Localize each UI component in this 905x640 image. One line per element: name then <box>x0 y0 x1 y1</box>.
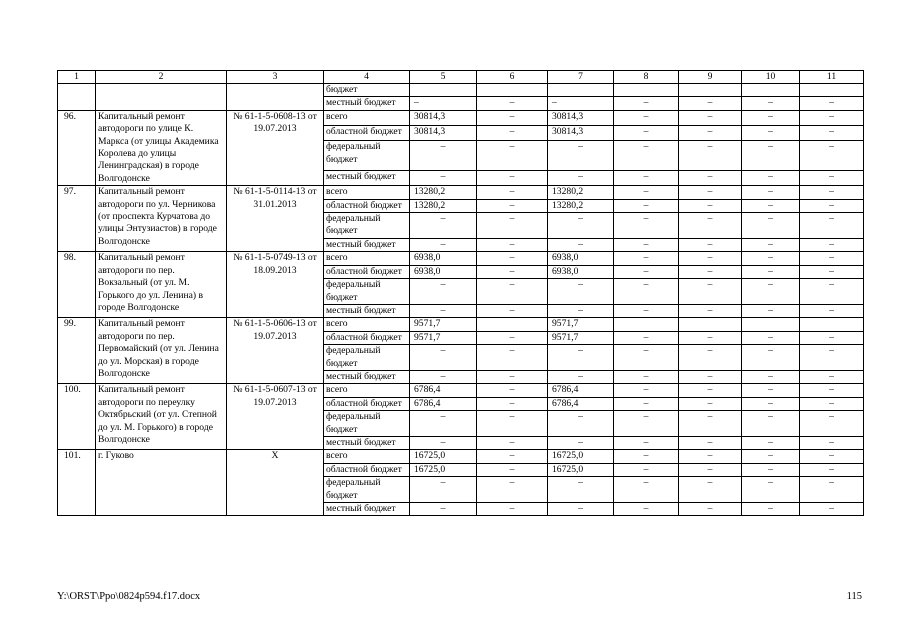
budget-type-cell: местный бюджет <box>324 170 410 185</box>
budget-type-cell: областной бюджет <box>324 463 410 476</box>
value-cell: – <box>742 436 800 449</box>
value-cell: 9571,7 <box>548 331 614 344</box>
value-cell: – <box>679 436 742 449</box>
value-cell: – <box>548 238 614 251</box>
value-cell: – <box>800 384 864 397</box>
value-cell: 6938,0 <box>548 265 614 278</box>
budget-type-cell: федеральный бюджет <box>324 411 410 437</box>
value-cell: – <box>800 463 864 476</box>
value-cell: – <box>614 397 679 410</box>
budget-type-cell: бюджет <box>324 84 410 97</box>
value-cell: 6938,0 <box>548 252 614 265</box>
value-cell: – <box>477 463 548 476</box>
value-cell: 6786,4 <box>548 384 614 397</box>
value-cell: – <box>679 199 742 212</box>
value-cell: – <box>679 141 742 170</box>
value-cell <box>614 84 679 97</box>
value-cell: 30814,3 <box>548 126 614 141</box>
header-cell: 6 <box>477 71 548 84</box>
value-cell: – <box>410 345 477 371</box>
value-cell: – <box>800 503 864 516</box>
budget-type-cell: всего <box>324 384 410 397</box>
value-cell: 13280,2 <box>410 199 477 212</box>
value-cell: – <box>679 279 742 305</box>
budget-type-cell: местный бюджет <box>324 503 410 516</box>
value-cell: – <box>614 384 679 397</box>
value-cell: 9571,7 <box>548 318 614 331</box>
value-cell: – <box>679 186 742 199</box>
value-cell: 6938,0 <box>410 252 477 265</box>
value-cell: – <box>800 477 864 503</box>
budget-type-cell: федеральный бюджет <box>324 141 410 170</box>
value-cell: – <box>548 141 614 170</box>
header-cell: 7 <box>548 71 614 84</box>
value-cell: – <box>679 126 742 141</box>
value-cell: – <box>614 436 679 449</box>
value-cell: – <box>800 213 864 239</box>
value-cell: – <box>742 252 800 265</box>
value-cell: – <box>477 238 548 251</box>
value-cell: – <box>742 477 800 503</box>
value-cell: – <box>742 141 800 170</box>
value-cell: – <box>800 331 864 344</box>
value-cell: – <box>548 345 614 371</box>
budget-type-cell: местный бюджет <box>324 238 410 251</box>
budget-type-cell: областной бюджет <box>324 331 410 344</box>
value-cell: – <box>548 477 614 503</box>
budget-type-cell: областной бюджет <box>324 265 410 278</box>
value-cell: – <box>800 238 864 251</box>
entry-number: 99. <box>58 318 96 384</box>
value-cell: – <box>679 331 742 344</box>
value-cell: – <box>477 477 548 503</box>
value-cell: – <box>410 370 477 383</box>
value-cell: – <box>679 384 742 397</box>
table-row <box>58 84 864 97</box>
value-cell: – <box>614 213 679 239</box>
value-cell: – <box>614 170 679 185</box>
value-cell <box>410 84 477 97</box>
entry-document: № 61-1-5-0606-13 от 19.07.2013 <box>227 318 324 384</box>
value-cell: – <box>410 436 477 449</box>
value-cell: – <box>410 213 477 239</box>
value-cell: – <box>742 170 800 185</box>
budget-type-cell: местный бюджет <box>324 304 410 317</box>
value-cell: – <box>679 463 742 476</box>
value-cell: – <box>477 199 548 212</box>
value-cell: – <box>742 238 800 251</box>
value-cell: – <box>800 199 864 212</box>
budget-type-cell: местный бюджет <box>324 436 410 449</box>
value-cell: – <box>548 411 614 437</box>
entry-name: Капитальный ремонт автодороги по улице К. Маркса (от улицы Академика Королева до улицы Ленинградская) в городе Волгодонске <box>96 110 227 185</box>
value-cell: – <box>477 411 548 437</box>
value-cell <box>742 84 800 97</box>
table-row <box>58 450 864 463</box>
value-cell: – <box>679 411 742 437</box>
value-cell: – <box>477 170 548 185</box>
value-cell <box>477 84 548 97</box>
value-cell: – <box>614 199 679 212</box>
value-cell: – <box>614 370 679 383</box>
value-cell: – <box>614 503 679 516</box>
value-cell: – <box>800 97 864 110</box>
doc-cell <box>227 84 324 111</box>
value-cell: – <box>477 97 548 110</box>
value-cell: 9571,7 <box>410 331 477 344</box>
value-cell <box>800 84 864 97</box>
header-cell: 4 <box>324 71 410 84</box>
header-cell: 10 <box>742 71 800 84</box>
value-cell: – <box>477 450 548 463</box>
value-cell: – <box>742 503 800 516</box>
value-cell <box>614 318 679 331</box>
value-cell: – <box>614 345 679 371</box>
value-cell: – <box>800 279 864 305</box>
value-cell: – <box>800 110 864 125</box>
value-cell: – <box>477 213 548 239</box>
value-cell: – <box>477 265 548 278</box>
value-cell: – <box>614 252 679 265</box>
footer-file-path: Y:\ORST\Ppo\0824p594.f17.docx <box>57 591 201 602</box>
entry-document: № 61-1-5-0608-13 от 19.07.2013 <box>227 110 324 185</box>
value-cell: – <box>614 238 679 251</box>
value-cell: – <box>800 141 864 170</box>
value-cell: – <box>800 370 864 383</box>
header-cell: 9 <box>679 71 742 84</box>
value-cell: – <box>548 436 614 449</box>
value-cell <box>800 318 864 331</box>
value-cell: – <box>800 126 864 141</box>
header-cell: 11 <box>800 71 864 84</box>
value-cell: – <box>800 345 864 371</box>
entry-number: 100. <box>58 384 96 450</box>
value-cell: – <box>742 384 800 397</box>
value-cell: – <box>679 477 742 503</box>
value-cell: – <box>410 279 477 305</box>
value-cell: – <box>477 345 548 371</box>
value-cell: – <box>614 331 679 344</box>
budget-table <box>57 70 864 516</box>
value-cell: – <box>410 304 477 317</box>
value-cell: – <box>614 463 679 476</box>
value-cell: – <box>679 397 742 410</box>
value-cell: – <box>800 436 864 449</box>
value-cell: – <box>477 370 548 383</box>
entry-document: № 61-1-5-0114-13 от 31.01.2013 <box>227 186 324 252</box>
value-cell: – <box>679 450 742 463</box>
value-cell: 13280,2 <box>410 186 477 199</box>
budget-type-cell: всего <box>324 318 410 331</box>
value-cell: – <box>477 141 548 170</box>
value-cell <box>679 318 742 331</box>
entry-name: Капитальный ремонт автодороги по пер. Вокзальный (от ул. М. Горького до ул. Ленина) в городе Волгодонске <box>96 252 227 318</box>
value-cell: 16725,0 <box>548 450 614 463</box>
value-cell <box>742 318 800 331</box>
value-cell: – <box>548 370 614 383</box>
value-cell: – <box>800 170 864 185</box>
value-cell: – <box>410 238 477 251</box>
footer-page-number: 115 <box>846 591 862 602</box>
value-cell: – <box>742 199 800 212</box>
table-row <box>58 384 864 397</box>
budget-type-cell: федеральный бюджет <box>324 345 410 371</box>
value-cell <box>679 84 742 97</box>
table-row <box>58 318 864 331</box>
num-cell <box>58 84 96 111</box>
value-cell: – <box>742 331 800 344</box>
value-cell: – <box>614 141 679 170</box>
value-cell: – <box>800 304 864 317</box>
entry-number: 101. <box>58 450 96 516</box>
value-cell: – <box>742 213 800 239</box>
entry-number: 96. <box>58 110 96 185</box>
budget-type-cell: федеральный бюджет <box>324 213 410 239</box>
budget-type-cell: областной бюджет <box>324 126 410 141</box>
value-cell: – <box>679 97 742 110</box>
value-cell: – <box>548 170 614 185</box>
value-cell: – <box>742 265 800 278</box>
value-cell: – <box>410 411 477 437</box>
value-cell: 13280,2 <box>548 199 614 212</box>
value-cell: – <box>477 397 548 410</box>
budget-type-cell: федеральный бюджет <box>324 477 410 503</box>
value-cell: – <box>800 450 864 463</box>
value-cell: – <box>477 384 548 397</box>
value-cell: – <box>548 279 614 305</box>
value-cell: – <box>614 450 679 463</box>
value-cell: – <box>742 279 800 305</box>
value-cell: 30814,3 <box>410 110 477 125</box>
value-cell: – <box>742 186 800 199</box>
value-cell: – <box>614 186 679 199</box>
value-cell: 9571,7 <box>410 318 477 331</box>
entry-name: г. Гуково <box>96 450 227 516</box>
budget-type-cell: местный бюджет <box>324 370 410 383</box>
value-cell: 30814,3 <box>410 126 477 141</box>
value-cell: – <box>614 477 679 503</box>
budget-type-cell: всего <box>324 186 410 199</box>
value-cell: – <box>742 411 800 437</box>
value-cell: – <box>742 110 800 125</box>
value-cell: – <box>800 265 864 278</box>
entry-document: № 61-1-5-0607-13 от 19.07.2013 <box>227 384 324 450</box>
entry-name: Капитальный ремонт автодороги по переулку Октябрьский (от ул. Степной до ул. М. Горького) в городе Волгодонске <box>96 384 227 450</box>
value-cell: – <box>548 213 614 239</box>
value-cell: – <box>679 304 742 317</box>
entry-number: 98. <box>58 252 96 318</box>
table-row <box>58 186 864 199</box>
value-cell: – <box>679 238 742 251</box>
budget-type-cell: областной бюджет <box>324 199 410 212</box>
value-cell: – <box>614 304 679 317</box>
value-cell: – <box>742 370 800 383</box>
budget-type-cell: всего <box>324 450 410 463</box>
entry-document: Х <box>227 450 324 516</box>
value-cell: 6938,0 <box>410 265 477 278</box>
value-cell: – <box>800 397 864 410</box>
value-cell: – <box>410 97 477 110</box>
value-cell: – <box>742 397 800 410</box>
value-cell: – <box>742 304 800 317</box>
header-cell: 8 <box>614 71 679 84</box>
value-cell: – <box>679 110 742 125</box>
value-cell: 6786,4 <box>410 397 477 410</box>
value-cell: – <box>679 170 742 185</box>
value-cell: – <box>679 345 742 371</box>
header-row <box>58 71 864 84</box>
value-cell: 16725,0 <box>410 463 477 476</box>
value-cell: – <box>800 411 864 437</box>
value-cell: – <box>477 252 548 265</box>
header-cell: 5 <box>410 71 477 84</box>
value-cell: – <box>614 265 679 278</box>
value-cell: – <box>679 503 742 516</box>
value-cell: 16725,0 <box>410 450 477 463</box>
value-cell: – <box>614 411 679 437</box>
value-cell: – <box>614 126 679 141</box>
header-cell: 3 <box>227 71 324 84</box>
value-cell: 30814,3 <box>548 110 614 125</box>
value-cell: – <box>477 279 548 305</box>
value-cell: – <box>742 345 800 371</box>
value-cell: – <box>410 477 477 503</box>
value-cell: – <box>477 186 548 199</box>
value-cell: – <box>477 331 548 344</box>
value-cell: – <box>679 213 742 239</box>
value-cell: – <box>410 141 477 170</box>
table-row <box>58 110 864 125</box>
value-cell: 6786,4 <box>548 397 614 410</box>
value-cell <box>548 84 614 97</box>
budget-type-cell: федеральный бюджет <box>324 279 410 305</box>
table-row <box>58 252 864 265</box>
value-cell: – <box>679 252 742 265</box>
value-cell: – <box>742 97 800 110</box>
name-cell <box>96 84 227 111</box>
header-cell: 1 <box>58 71 96 84</box>
value-cell: – <box>477 436 548 449</box>
value-cell: – <box>477 304 548 317</box>
value-cell: – <box>477 126 548 141</box>
budget-type-cell: всего <box>324 252 410 265</box>
entry-number: 97. <box>58 186 96 252</box>
value-cell: – <box>614 279 679 305</box>
entry-name: Капитальный ремонт автодороги по ул. Черникова (от проспекта Курчатова до улицы Энтузиастов) в городе Волгодонске <box>96 186 227 252</box>
value-cell: 13280,2 <box>548 186 614 199</box>
value-cell: – <box>679 370 742 383</box>
budget-type-cell: областной бюджет <box>324 397 410 410</box>
value-cell: – <box>477 503 548 516</box>
value-cell: – <box>410 503 477 516</box>
value-cell: – <box>742 463 800 476</box>
value-cell: – <box>742 126 800 141</box>
value-cell: – <box>410 170 477 185</box>
value-cell: – <box>548 503 614 516</box>
value-cell: – <box>800 186 864 199</box>
value-cell: – <box>800 252 864 265</box>
entry-name: Капитальный ремонт автодороги по пер. Первомайский (от ул. Ленина до ул. Морская) в городе Волгодонске <box>96 318 227 384</box>
value-cell: – <box>742 450 800 463</box>
entry-document: № 61-1-5-0749-13 от 18.09.2013 <box>227 252 324 318</box>
value-cell: – <box>548 304 614 317</box>
value-cell: – <box>614 97 679 110</box>
budget-type-cell: всего <box>324 110 410 125</box>
value-cell <box>477 318 548 331</box>
budget-type-cell: местный бюджет <box>324 97 410 110</box>
value-cell: – <box>679 265 742 278</box>
value-cell: 6786,4 <box>410 384 477 397</box>
value-cell: – <box>614 110 679 125</box>
value-cell: – <box>548 97 614 110</box>
value-cell: 16725,0 <box>548 463 614 476</box>
header-cell: 2 <box>96 71 227 84</box>
value-cell: – <box>477 110 548 125</box>
